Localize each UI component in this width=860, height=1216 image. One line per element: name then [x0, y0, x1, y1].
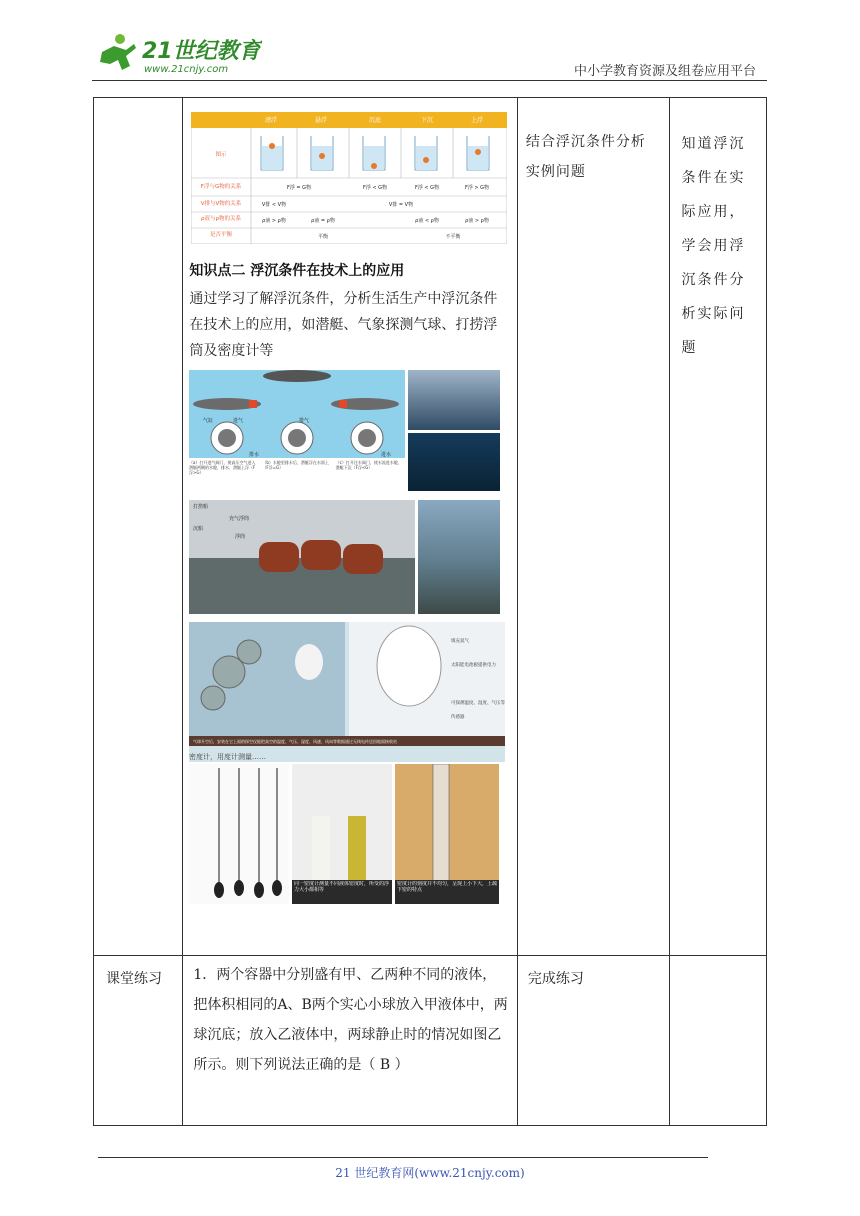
section-title: 知识点二 浮沉条件在技术上的应用 — [189, 263, 405, 279]
question-text: 两个容器中分别盛有甲、乙两种不同的液体，把体积相同的A、B两个实心小球放入甲液体中，两球沉底；放入乙液体中，两球静止时的情况如图乙所示。则下列说法正确的是（ B ） — [193, 967, 508, 1073]
balloon-figure-row — [189, 622, 508, 762]
practice-activity: 完成练习 — [527, 971, 584, 987]
rowlabel-density: ρ液与ρ物的关系 — [201, 216, 242, 222]
rowlabel-volume: V排与V物的关系 — [201, 201, 242, 207]
header-sinking: 沉底 — [369, 117, 382, 124]
test-tube-caption: 同一密度计测量不同液体密度时，所受的浮力大小都相等 — [294, 881, 390, 893]
caption-a: （a）打开进气阀门，使高压空气进入潜艇两侧的水舱，排水，潜艇上浮（F浮>G） — [189, 460, 256, 475]
label-inflow: 进水 — [381, 452, 392, 458]
site-logo — [92, 30, 262, 78]
stage-cell — [94, 98, 183, 956]
rowlabel-force: F浮与G物的关系 — [201, 184, 242, 190]
header-divider — [92, 80, 767, 81]
rowlabel-diagram: 图示 — [215, 152, 227, 158]
volume-eq: V排 = V物 — [389, 202, 414, 208]
header-falling: 下沉 — [421, 117, 434, 124]
scale-caption: 密度计的刻度并不均匀，呈现上小下大，上疏下密的特点 — [397, 881, 498, 893]
label-inflated-pontoon: 充气浮筒 — [229, 516, 250, 522]
label-sensor-desc: 可探测温度、湿度、气压等 — [451, 701, 506, 706]
volume-lt: V排 < V物 — [262, 202, 287, 208]
label-sunken-ship: 沉船 — [193, 526, 204, 532]
density-gt-2: ρ液 > ρ物 — [465, 218, 490, 224]
hydrometer-photo — [189, 764, 289, 904]
density-gt-1: ρ液 > ρ物 — [262, 218, 287, 224]
weather-balloon-figure — [189, 622, 505, 762]
label-drain: 排水 — [249, 452, 260, 458]
practice-label: 课堂练习 — [106, 971, 162, 987]
balloon-caption: 气球升空后，安装在它上面的探空仪能把高空的温度、气压、湿度、风速、风向等数据通过无线电传送回地面接收站 — [193, 739, 398, 744]
student-activity-text: 结合浮沉条件分析实例问题 — [525, 133, 646, 180]
submarine-diagram — [189, 370, 405, 492]
crane-photo — [418, 500, 500, 614]
submarine-photo-top — [408, 370, 500, 430]
footer-divider — [98, 1157, 708, 1158]
header-suspending: 悬浮 — [315, 117, 328, 124]
scale-closeup-photo — [395, 764, 499, 904]
label-exhaust: 排气 — [299, 418, 310, 424]
svg-text:www.21cnjy.com: www.21cnjy.com — [144, 64, 229, 75]
submarine-figure-row — [189, 370, 508, 492]
rowlabel-balance: 是否平衡 — [210, 232, 233, 238]
hydrometer-figure-row — [189, 764, 508, 904]
balance-yes: 平衡 — [318, 234, 329, 240]
label-solar: 太阳能电池板提供电力 — [451, 663, 497, 668]
practice-row — [94, 956, 767, 1126]
label-pontoon: 浮筒 — [235, 534, 246, 540]
caption-b: （b）水舱里排水后，潜艇浮在水面上（F浮=G） — [262, 460, 330, 470]
footer-text[interactable]: 21 世纪教育网(www.21cnjy.com) — [335, 1166, 525, 1180]
pontoon-figure-row — [189, 500, 508, 614]
header-rising: 上浮 — [471, 117, 484, 124]
label-salvage-ship: 打捞船 — [193, 504, 209, 510]
runner-icon — [100, 34, 136, 70]
svg-text:21世纪教育: 21世纪教育 — [142, 39, 261, 64]
test-tube-photo — [292, 764, 392, 904]
label-sensor: 传感器 — [451, 715, 465, 720]
label-helium: 填充氦气 — [451, 639, 470, 644]
density-lt: ρ液 < ρ物 — [415, 218, 440, 224]
section-body: 通过学习了解浮沉条件，分析生活生产中浮沉条件在技术上的应用，如潜艇、气象探测气球、打捞浮筒及密度计等 — [189, 291, 498, 359]
header-platform-text: 中小学教育资源及组卷应用平台 — [573, 64, 756, 79]
activity-cell — [517, 98, 669, 956]
practice-question-cell — [183, 956, 517, 1126]
practice-label-cell — [94, 956, 183, 1126]
goal-cell — [669, 98, 766, 956]
practice-activity-cell — [517, 956, 669, 1126]
design-intent-text: 知道浮沉条件在实际应用，学会用浮沉条件分析实际问题 — [681, 135, 746, 356]
balance-no: 不平衡 — [445, 234, 461, 240]
label-cylinder: 气缸 — [203, 418, 214, 424]
content-row — [94, 98, 767, 956]
submarine-photo-bottom — [408, 433, 500, 491]
pontoon-photo — [189, 500, 415, 614]
label-intake: 进气 — [233, 418, 244, 424]
header-floating: 漂浮 — [265, 117, 278, 124]
practice-goal-cell — [669, 956, 766, 1126]
force-eq: F浮 = G物 — [287, 185, 312, 191]
caption-c: （c）打开注水阀门，使水流进水舱，潜艇下沉（F浮<G） — [336, 460, 403, 470]
practice-question — [183, 956, 516, 1086]
lesson-table — [93, 97, 767, 1126]
content-cell — [183, 98, 517, 956]
balloon-bottom-note: 密度计，用度计测量…… — [189, 753, 267, 761]
question-number: 1． — [193, 967, 217, 983]
force-lt-1: F浮 < G物 — [363, 185, 388, 191]
force-lt-2: F浮 < G物 — [415, 185, 440, 191]
float-conditions-table-figure — [191, 112, 507, 244]
force-gt: F浮 > G物 — [465, 185, 490, 191]
density-eq: ρ液 = ρ物 — [311, 218, 336, 224]
